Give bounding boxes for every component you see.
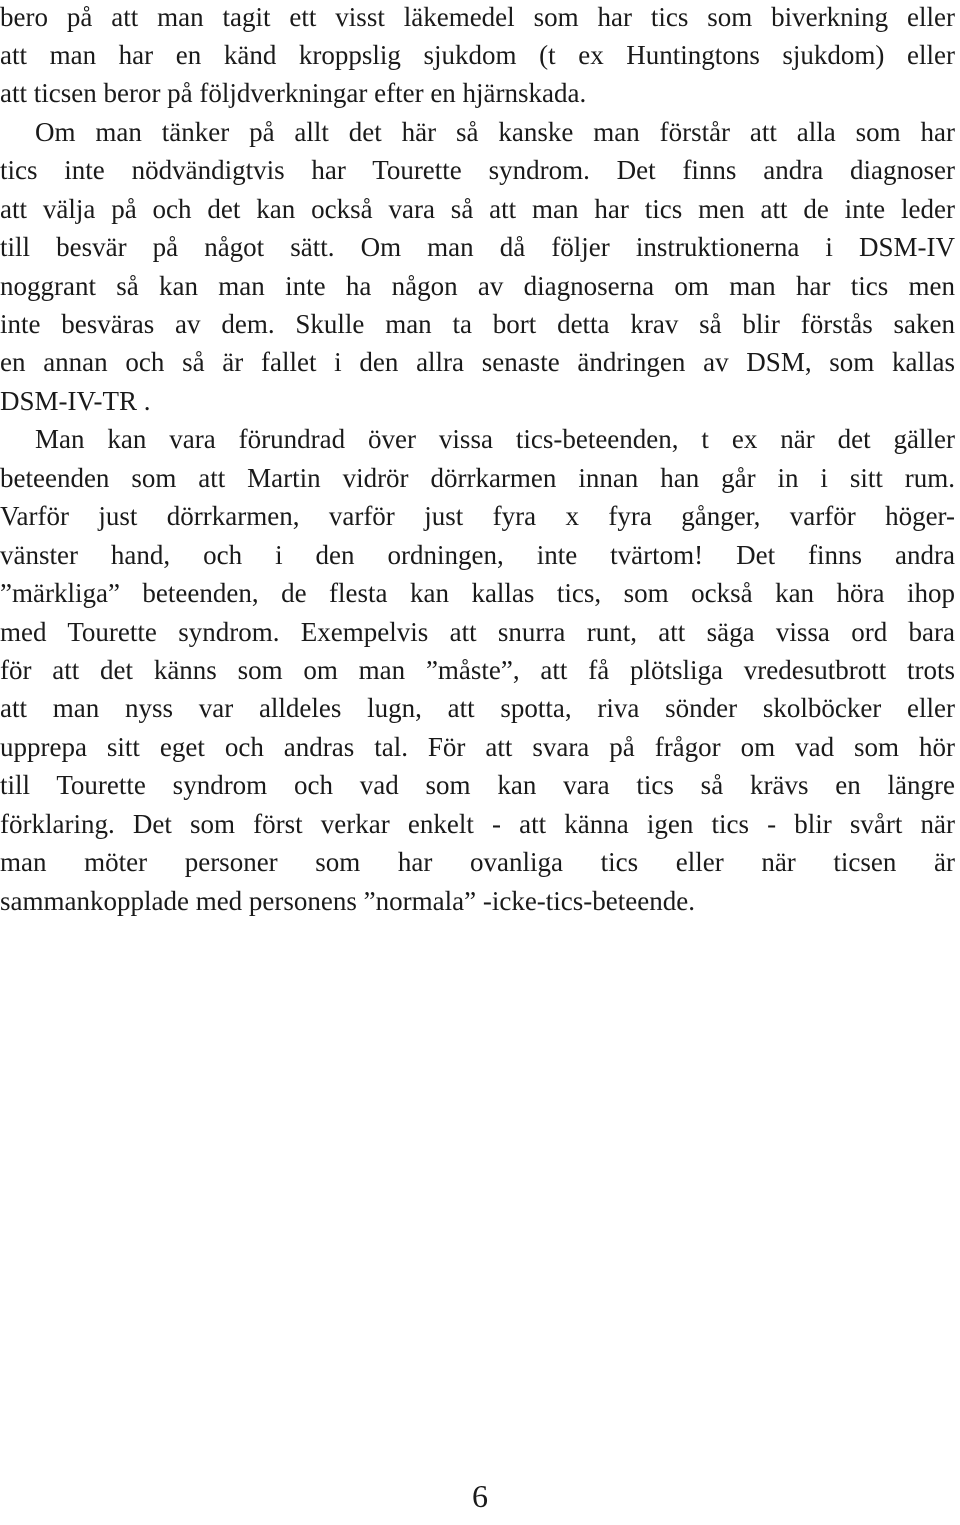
text-line: DSM-IV-TR . (0, 386, 151, 416)
text-line: ”märkliga” beteenden, de flesta kan kallas tics, som också kan höra ihop (0, 578, 955, 608)
text-line: vänster hand, och i den ordningen, inte tvärtom! Det finns andra (0, 540, 955, 570)
text-line: noggrant så kan man inte ha någon av diagnoserna om man har tics men (0, 271, 955, 301)
text-line: inte besväras av dem. Skulle man ta bort detta krav så blir förstås saken (0, 309, 955, 339)
text-line: för att det känns som om man ”måste”, att få plötsliga vredesutbrott trots (0, 655, 955, 685)
text-line: till Tourette syndrom och vad som kan vara tics så krävs en längre (0, 770, 955, 800)
text-line: till besvär på något sätt. Om man då följer instruktionerna i DSM-IV (0, 232, 955, 262)
text-line: bero på att man tagit ett visst läkemedel som har tics som biverkning eller (0, 2, 955, 32)
text-line: Varför just dörrkarmen, varför just fyra x fyra gånger, varför höger- (0, 501, 955, 531)
text-line: att man har en känd kroppslig sjukdom (t ex Huntingtons sjukdom) eller (0, 40, 955, 70)
text-line: upprepa sitt eget och andras tal. För att svara på frågor om vad som hör (0, 732, 955, 762)
text-line: sammankopplade med personens ”normala” -icke-tics-beteende. (0, 886, 695, 916)
text-line: att ticsen beror på följdverkningar efter en hjärnskada. (0, 78, 587, 108)
text-line: beteenden som att Martin vidrör dörrkarmen innan han går in i sitt rum. (0, 463, 955, 493)
text-line: Man kan vara förundrad över vissa tics-beteenden, t ex när det gäller (35, 424, 955, 454)
text-line: förklaring. Det som först verkar enkelt - att känna igen tics - blir svårt när (0, 809, 955, 839)
text-line: tics inte nödvändigtvis har Tourette syndrom. Det finns andra diagnoser (0, 155, 955, 185)
text-line: att man nyss var alldeles lugn, att spotta, riva sönder skolböcker eller (0, 693, 955, 723)
text-line: en annan och så är fallet i den allra senaste ändringen av DSM, som kallas (0, 347, 955, 377)
text-line: man möter personer som har ovanliga tics eller när ticsen är (0, 847, 955, 877)
text-line: att välja på och det kan också vara så att man har tics men att de inte leder (0, 194, 955, 224)
page-number: 6 (472, 1478, 488, 1514)
text-line: med Tourette syndrom. Exempelvis att snurra runt, att säga vissa ord bara (0, 617, 955, 647)
text-line: Om man tänker på allt det här så kanske man förstår att alla som har (35, 117, 955, 147)
